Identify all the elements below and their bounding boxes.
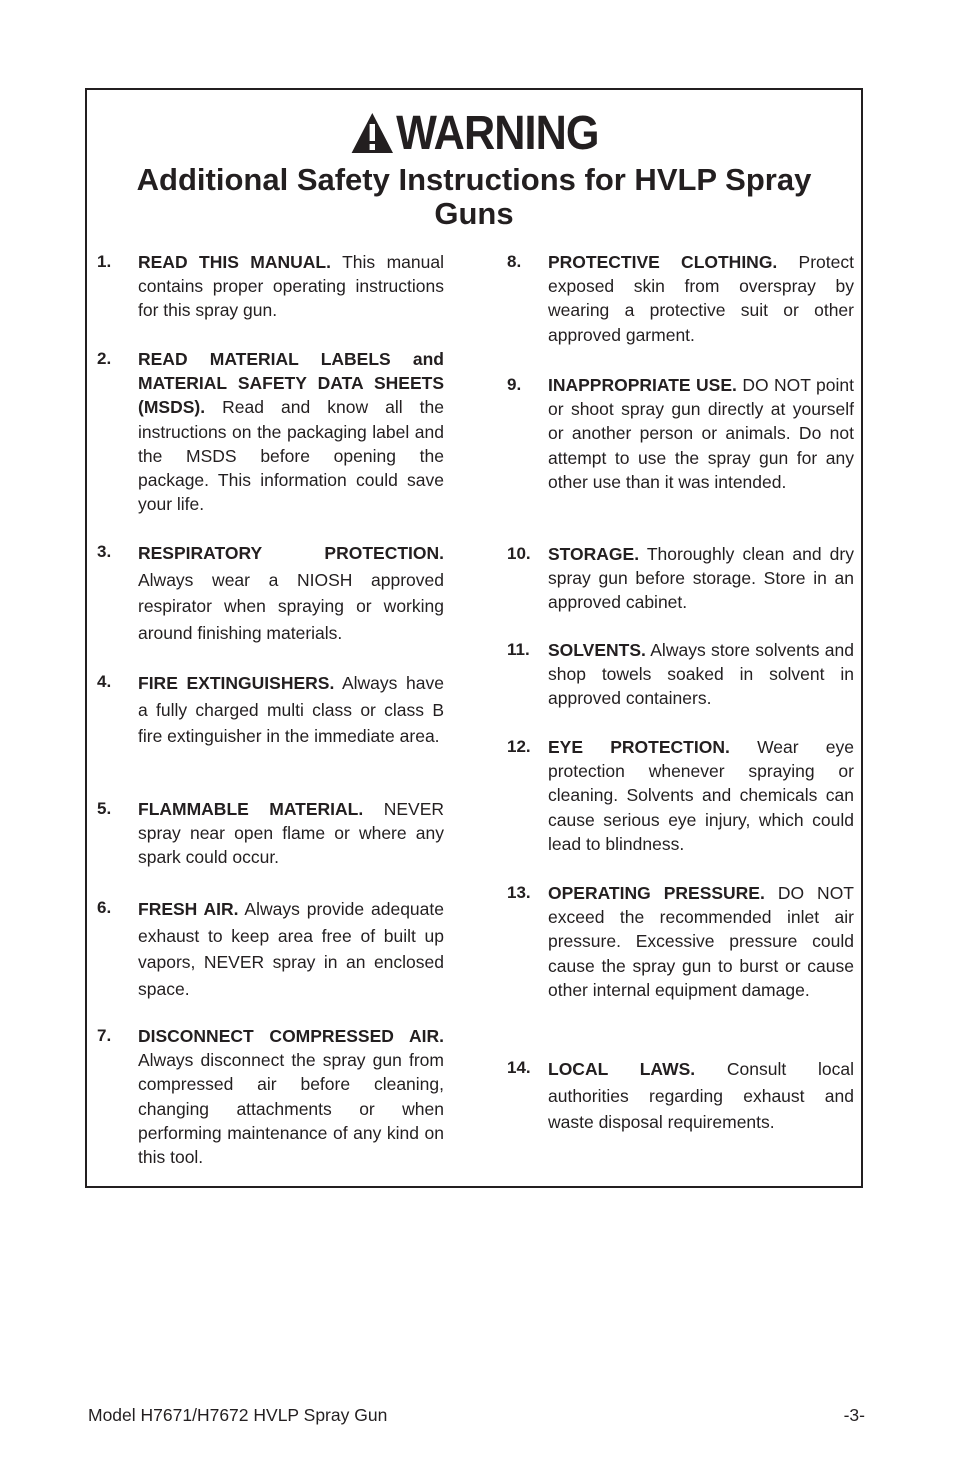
warning-label: WARNING xyxy=(396,107,599,160)
item-body: Protect exposed skin from overspray by wearing a protective suit or other approved garment. xyxy=(548,252,854,345)
item-body: Always have a fully charged multi class or class B fire extinguisher in the immediate area. xyxy=(138,673,445,746)
item-body: Always store solvents and shop towels soaked in solvent in approved containers. xyxy=(548,640,854,709)
item-body: Always disconnect the spray gun from compressed air before cleaning, changing attachments or when performing maintenance of any kind on this tool. xyxy=(138,1050,444,1168)
item-text xyxy=(138,896,444,1002)
item-text xyxy=(138,540,444,646)
item-number: 2. xyxy=(97,349,112,368)
item-text xyxy=(548,250,854,347)
item-text xyxy=(548,542,854,615)
item-lead: FRESH AIR. xyxy=(138,899,239,919)
item-number: 3. xyxy=(97,542,112,561)
item-body: Consult local authorities regarding exhaust and waste disposal requirements. xyxy=(548,1059,854,1132)
item-lead: STORAGE. xyxy=(548,544,640,564)
item-body: Thoroughly clean and dry spray gun before storage. Store in an approved cabinet. xyxy=(548,544,854,613)
item-number: 4. xyxy=(97,672,112,691)
item-lead: SOLVENTS. xyxy=(548,640,646,660)
item-text xyxy=(138,797,444,870)
item-body: Always wear a NIOSH approved respirator when spraying or working around finishing materials. xyxy=(138,569,444,643)
warning-box xyxy=(85,88,863,1188)
item-lead: INAPPROPRIATE USE. xyxy=(548,375,737,395)
item-lead: LOCAL LAWS. xyxy=(548,1059,696,1079)
footer-page-number: -3- xyxy=(843,1405,865,1425)
item-text xyxy=(138,250,444,323)
item-number: 5. xyxy=(97,799,112,818)
item-number: 7. xyxy=(97,1026,112,1045)
item-text xyxy=(548,1056,854,1136)
item-text xyxy=(138,670,444,750)
item-number: 11. xyxy=(507,640,530,659)
warning-triangle-icon xyxy=(349,111,394,155)
footer-model: Model H7671/H7672 HVLP Spray Gun xyxy=(88,1405,388,1425)
item-body: Wear eye protection whenever spraying or cleaning. Solvents and chemicals can cause serious eye injury, which could lead to blindness. xyxy=(548,737,855,854)
item-text xyxy=(548,638,854,711)
item-number: 9. xyxy=(507,375,522,394)
item-lead: RESPIRATORY PROTECTION. xyxy=(138,543,444,563)
item-body: Always provide adequate exhaust to keep area free of built up vapors, NEVER spray in an enclosed space. xyxy=(138,899,444,999)
item-lead: OPERATING PRESSURE. xyxy=(548,883,765,903)
item-text xyxy=(138,1024,444,1169)
item-text xyxy=(548,881,854,1002)
item-text xyxy=(548,373,854,494)
warning-heading xyxy=(126,108,823,160)
item-body: Read and know all the instructions on the packaging label and the MSDS before opening the package. This information could save your life. xyxy=(138,397,444,515)
page-subtitle: Additional Safety Instructions for HVLP Spray Guns xyxy=(136,162,812,231)
item-lead: FIRE EXTINGUISHERS. xyxy=(138,673,335,693)
item-lead: READ MATERIAL LABELS and MATERIAL SAFETY DATA SHEETS (MSDS). xyxy=(138,349,444,418)
item-number: 12. xyxy=(507,737,531,756)
item-lead: FLAMMABLE MATERIAL. xyxy=(138,799,364,819)
item-body: NEVER spray near open flame or where any spark could occur. xyxy=(138,799,444,868)
item-text xyxy=(138,347,444,516)
item-body: DO NOT point or shoot spray gun directly at yourself or another person or animals. Do not attempt to use the spray gun for any other use than it was intended. xyxy=(548,375,854,492)
item-body: DO NOT exceed the recommended inlet air pressure. Excessive pressure could cause the spray gun to burst or cause other internal equipment damage. xyxy=(548,883,854,1000)
item-number: 6. xyxy=(97,898,112,917)
item-number: 14. xyxy=(507,1058,531,1077)
item-lead: DISCONNECT COMPRESSED AIR. xyxy=(138,1026,444,1046)
item-text xyxy=(548,735,854,856)
item-number: 13. xyxy=(507,883,531,902)
item-lead: PROTECTIVE CLOTHING. xyxy=(548,252,778,272)
item-body: This manual contains proper operating instructions for this spray gun. xyxy=(138,252,444,321)
item-lead: READ THIS MANUAL. xyxy=(138,252,331,272)
item-number: 8. xyxy=(507,252,522,271)
item-number: 10. xyxy=(507,544,531,563)
item-number: 1. xyxy=(97,252,112,271)
item-lead: EYE PROTECTION. xyxy=(548,737,730,757)
